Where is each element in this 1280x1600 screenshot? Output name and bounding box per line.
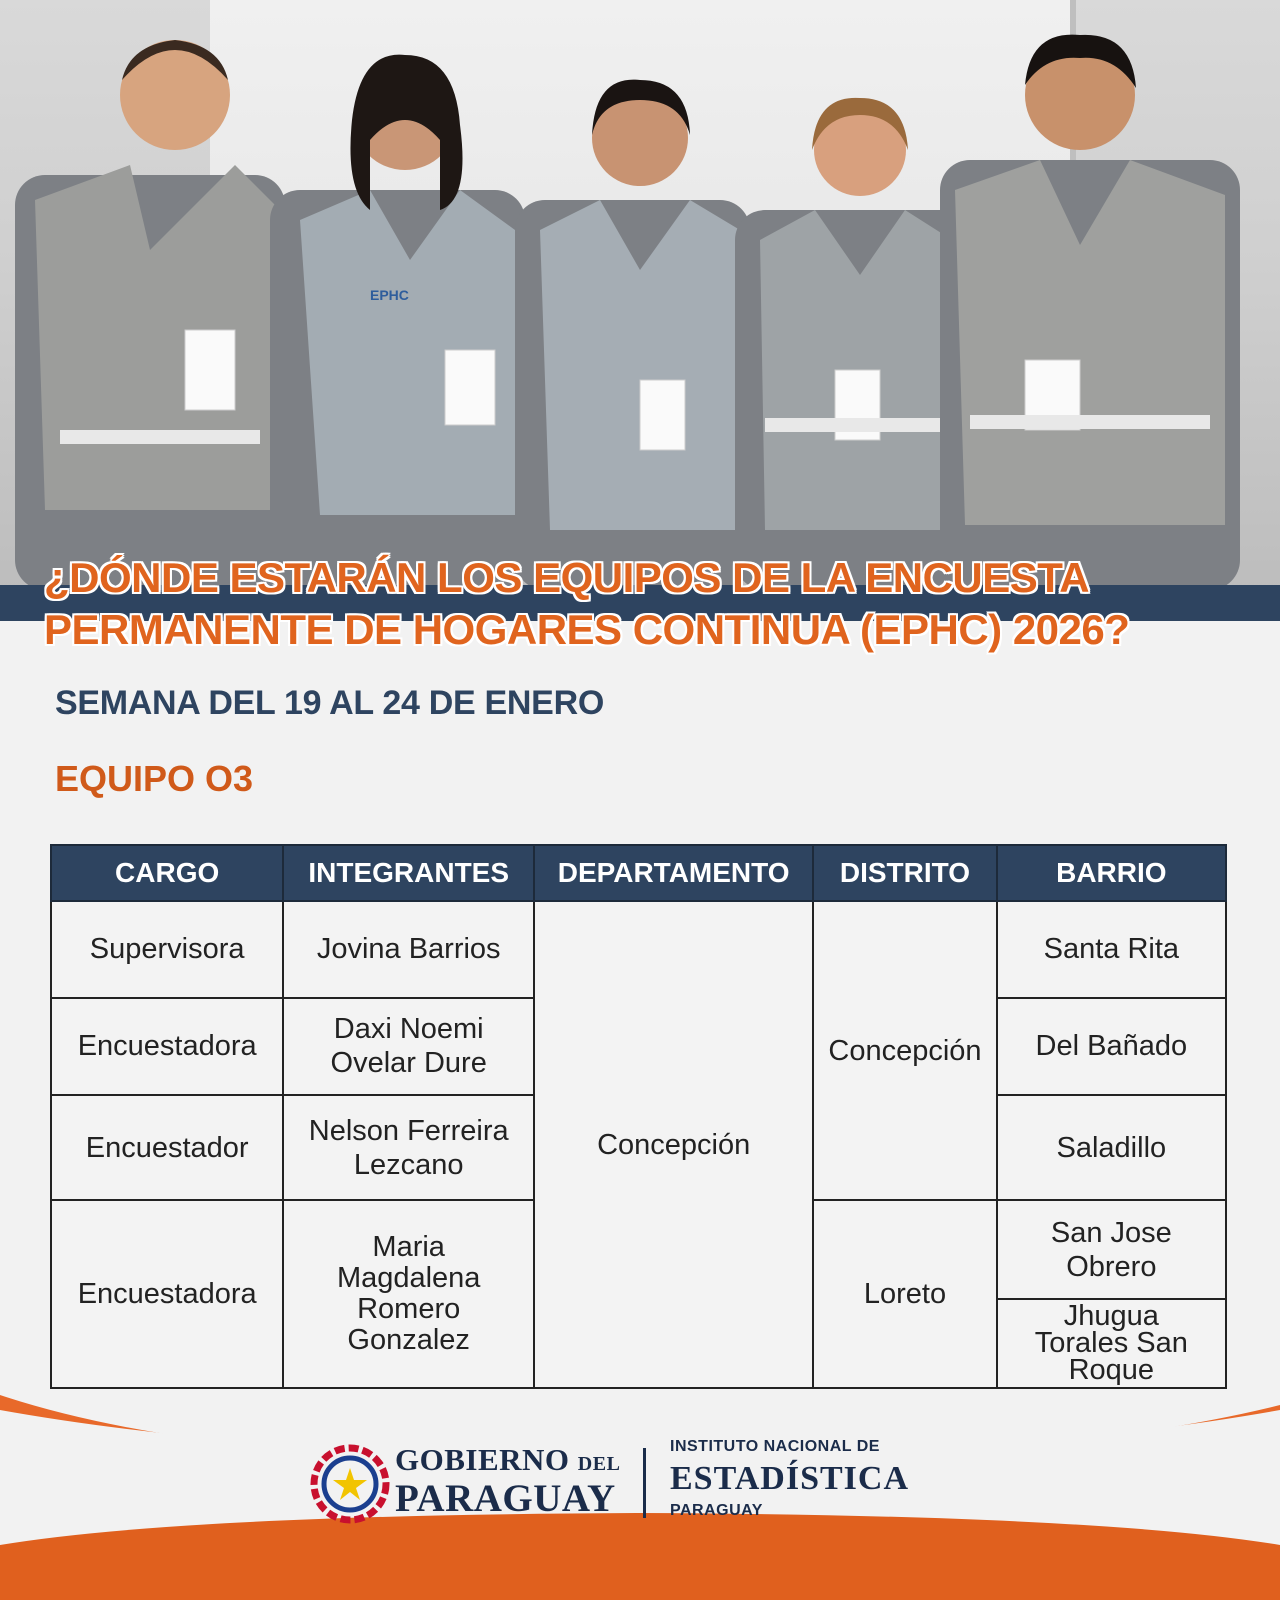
table-row	[51, 901, 1226, 998]
cell-integrante: Nelson Ferreira Lezcano	[283, 1095, 534, 1200]
schedule-table	[50, 844, 1227, 1389]
ine-line-1: INSTITUTO NACIONAL DE	[670, 1438, 880, 1455]
cell-barrio: Del Bañado	[997, 998, 1226, 1095]
person-4	[735, 98, 970, 590]
cell-departamento: Concepción	[534, 901, 813, 1388]
cell-barrio: San Jose Obrero	[997, 1200, 1226, 1299]
cell-cargo: Encuestadora	[51, 1200, 283, 1388]
cell-barrio: Santa Rita	[997, 901, 1226, 998]
header-integrantes: INTEGRANTES	[283, 845, 534, 901]
header-departamento: DEPARTAMENTO	[534, 845, 813, 901]
cell-distrito-concepcion: Concepción	[813, 901, 996, 1200]
cell-integrante: Maria Magdalena Romero Gonzalez	[283, 1200, 534, 1388]
team-photo	[0, 0, 1280, 590]
cell-cargo: Encuestadora	[51, 998, 283, 1095]
cell-distrito-loreto: Loreto	[813, 1200, 996, 1388]
table-header-row	[51, 845, 1226, 901]
paraguay-seal-icon	[310, 1444, 390, 1524]
ine-line-3: PARAGUAY	[670, 1502, 763, 1519]
header-barrio: BARRIO	[997, 845, 1226, 901]
title-line-2: PERMANENTE DE HOGARES CONTINUA (EPHC) 2026?	[44, 606, 1130, 653]
team-photo-figures	[0, 0, 1280, 590]
title-line-1: ¿DÓNDE ESTARÁN LOS EQUIPOS DE LA ENCUESTA	[44, 554, 1090, 601]
person-1	[15, 40, 285, 590]
paraguay-text: PARAGUAY	[395, 1477, 616, 1520]
header-cargo: CARGO	[51, 845, 283, 901]
team-label: EQUIPO O3	[55, 758, 254, 799]
logo-separator	[643, 1448, 646, 1518]
week-subtitle: SEMANA DEL 19 AL 24 DE ENERO	[55, 684, 604, 722]
ine-line-2: ESTADÍSTICA	[670, 1460, 910, 1497]
cell-barrio: Jhugua Torales San Roque	[997, 1299, 1226, 1388]
header-distrito: DISTRITO	[813, 845, 996, 901]
gobierno-text: GOBIERNO DEL	[395, 1442, 621, 1477]
cell-integrante: Jovina Barrios	[283, 901, 534, 998]
page-title	[44, 552, 1264, 656]
cell-cargo: Encuestador	[51, 1095, 283, 1200]
person-2	[270, 55, 525, 590]
cell-integrante: Daxi Noemi Ovelar Dure	[283, 998, 534, 1095]
person-3	[515, 80, 750, 590]
cell-cargo: Supervisora	[51, 901, 283, 998]
cell-barrio: Saladillo	[997, 1095, 1226, 1200]
vest-label: EPHC	[370, 287, 409, 303]
footer-logos	[305, 1438, 1025, 1528]
person-5	[940, 35, 1240, 590]
